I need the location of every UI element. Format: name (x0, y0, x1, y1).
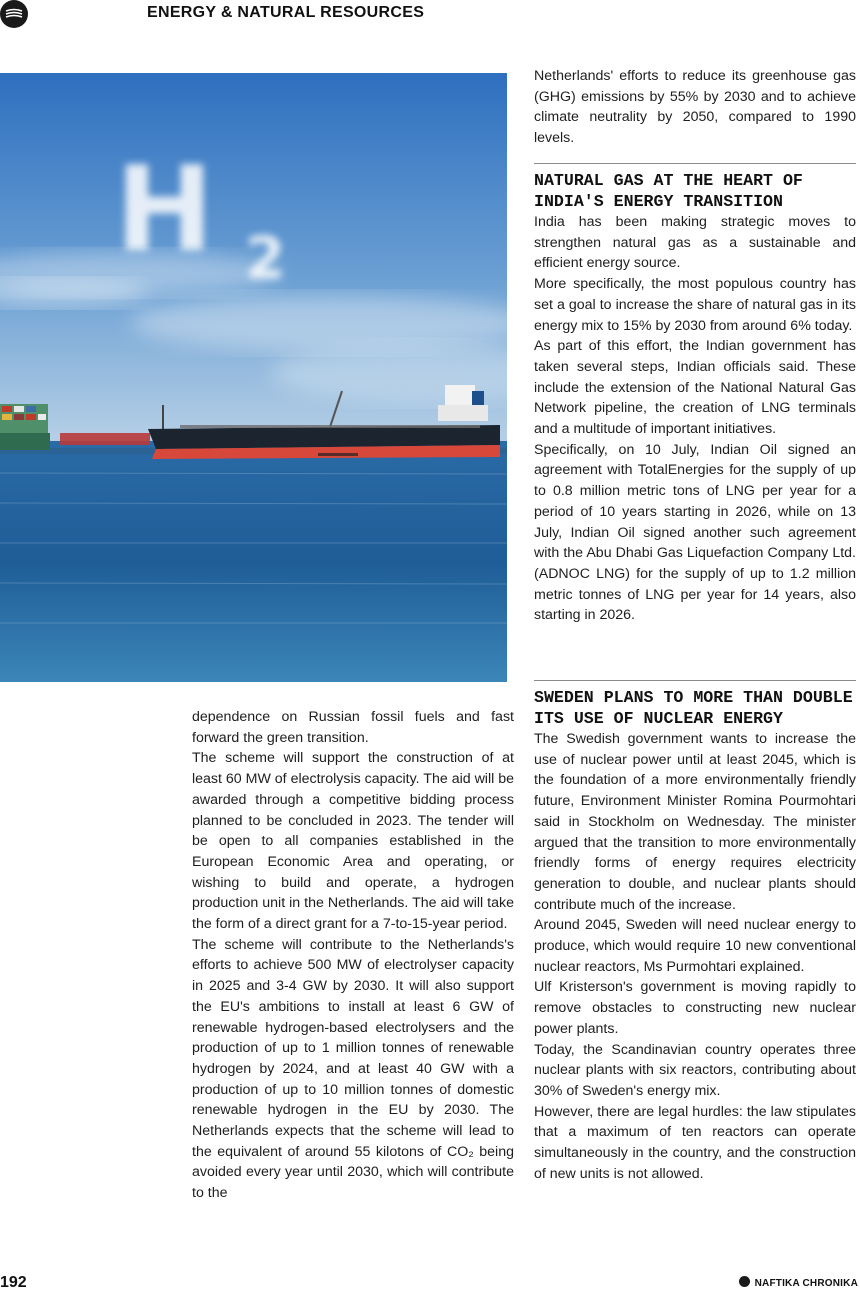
sweden-heading: SWEDEN PLANS TO MORE THAN DOUBLE ITS USE OF NUCLEAR ENERGY (534, 688, 853, 728)
right-intro (534, 66, 856, 149)
section-title: ENERGY & NATURAL RESOURCES (147, 4, 425, 21)
hydrogen-ship-photo (0, 73, 507, 682)
sweden-paragraph-5: However, there are legal hurdles: the law stipulates that a maximum of ten reactors can operate simultaneously in the country, and the construction of new units is not allowed. (534, 1103, 856, 1182)
footer-logo-icon (739, 1276, 750, 1287)
right-intro-paragraph: Netherlands' efforts to reduce its greenhouse gas (GHG) emissions by 55% by 2030 and to achieve climate neutrality by 2050, compared to 1990 levels. (534, 68, 856, 147)
india-paragraph-4: Specifically, on 10 July, Indian Oil signed an agreement with TotalEnergies for the supply of up to 0.8 million metric tons of LNG per year for a period of 10 years starting in 2026, while on 13 July, Indian Oil signed another such agreement with the Abu Dhabi Gas Liquefaction Company Ltd. (ADNOC LNG) for the supply of up to 1.2 million metric tonnes of LNG per year for 14 years, also starting in 2026. (534, 441, 856, 624)
sweden-paragraph-1: The Swedish government wants to increase the use of nuclear power until at least 2045, which is the foundation of a more environmentally friendly future, Environment Minister Romina Pourmohtari said in Stockholm on Wednesday. The minister argued that the transition to more environmentally friendly forms of energy requires electricity generation to double, and nuclear plants should contribute much of the increase. (534, 731, 856, 913)
left-paragraph-2: The scheme will support the construction of at least 60 MW of electrolysis capacity. The aid will be awarded through a competitive bidding process planned to be concluded in 2023. The tender will be open to all companies established in the European Economic Area and operating, or wishing to build and operate, a hydrogen production unit in the Netherlands. The aid will take the form of a direct grant for a 7-to-15-year period. (192, 750, 514, 933)
india-paragraph-3: As part of this effort, the Indian government has taken several steps, Indian officials said. These include the extension of the National Natural Gas Network pipeline, the creation of LNG terminals and a multitude of important initiatives. (534, 338, 856, 438)
india-paragraph-1: India has been making strategic moves to strengthen natural gas as a sustainable and efficient energy source. (534, 214, 856, 272)
india-section (534, 163, 856, 626)
left-paragraph-1: dependence on Russian fossil fuels and fast forward the green transition. (192, 709, 514, 746)
photo-subscript-2: 2 (245, 224, 286, 292)
left-article-column (192, 707, 514, 1204)
left-paragraph-3: The scheme will contribute to the Netherlands's efforts to achieve 500 MW of electrolyser capacity in 2025 and 3-4 GW by 2030. It will also support the EU's ambitions to install at least 6 GW of renewable hydrogen-based electrolysers and the production of up to 1 million tonnes of renewable hydrogen by 2024, and at least 40 GW with a production of up to 10 million tonnes of domestic renewable hydrogen in the EU by 2030. The Netherlands expects that the scheme will lead to the equivalent of around 55 kilotons of CO₂ being avoided every year until 2030, which will contribute to the (192, 936, 514, 1202)
sweden-paragraph-3: Ulf Kristerson's government is moving rapidly to remove obstacles to constructing new nuclear power plants. (534, 979, 856, 1037)
sweden-paragraph-2: Around 2045, Sweden will need nuclear energy to produce, which would require 10 new conventional nuclear reactors, Ms Purmohtari explained. (534, 917, 856, 975)
page-number: 192 (0, 1274, 27, 1291)
footer-brand (739, 1276, 858, 1289)
footer-brand-name: NAFTIKA CHRONIKA (754, 1278, 858, 1289)
magazine-logo-icon (0, 0, 28, 28)
india-heading: NATURAL GAS AT THE HEART OF INDIA'S ENERGY TRANSITION (534, 171, 803, 211)
sweden-section (534, 680, 856, 1184)
photo-h-letter: H (115, 140, 214, 278)
sweden-paragraph-4: Today, the Scandinavian country operates three nuclear plants with six reactors, contributing about 30% of Sweden's energy mix. (534, 1041, 856, 1099)
india-paragraph-2: More specifically, the most populous country has set a goal to increase the share of natural gas in its energy mix to 15% by 2030 from around 6% today. (534, 276, 856, 334)
